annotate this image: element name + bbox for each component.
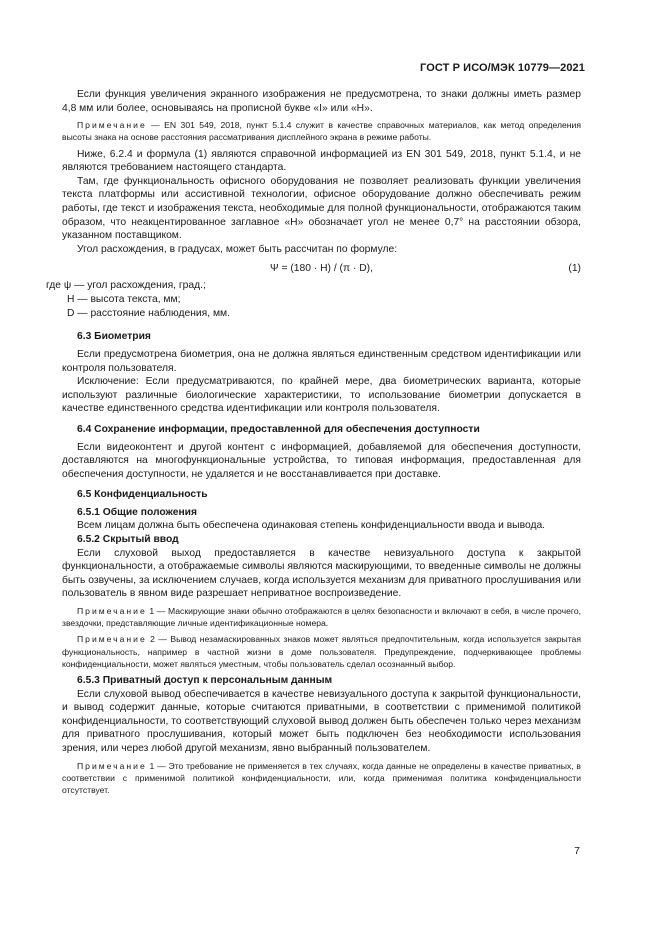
subsection-heading: 6.5.3 Приватный доступ к персональным данным (77, 675, 333, 687)
formula-legend-d: D — расстояние наблюдения, мм. (67, 308, 230, 320)
note (62, 633, 581, 670)
note-text: 2 — Вывод незамаскированных знаков может являться предпочтительным, когда используется закрытая функциональность, например в частной жизни в доме пользователя. Предупреждение, подчеркивающее проблемы конфиденциальности, может являться уместным, чтобы пользователь сделал осознанный выбор. (62, 634, 581, 669)
note-text: — EN 301 549, 2018, пункт 5.1.4 служит в качестве справочных материалов, как метод определения высоты знака на основе расстояния рассматривания дисплейного экрана в режиме работы. (62, 120, 581, 143)
subsection-heading: 6.5.1 Общие положения (77, 506, 197, 518)
document-header: ГОСТ Р ИСО/МЭК 10779—2021 (420, 62, 585, 74)
paragraph: Там, где функциональность офисного оборудования не позволяет реализовать функции увеличения текста платформы или ассистивной технологии, офисное оборудование должно обеспечивать режим работы, где текст и изображения текста, необходимые для полной функциональности, отображаются таким образом, что неакцентированное заглавное «H» обозначает угол не менее 0,7° на расстоянии обзора, указанном поставщиком. (62, 175, 581, 242)
note-label: Примечание (77, 634, 147, 645)
note-label: Примечание (77, 760, 147, 771)
formula-number: (1) (568, 263, 581, 275)
paragraph: Если слуховой вывод обеспечивается в качестве невизуального доступа к закрытой функциональности, и вывод содержит данные, которые считаются приватными, в соответствии с применимой политикой конфиденциальности, то соответствующий слуховой вывод должен быть обеспечен только через механизм для приватного прослушивания, который может быть подключен без необходимости использования зрения, или через любой другой механизм, явно выбранный пользователем. (62, 688, 581, 755)
note-text: 1 — Маскирующие знаки обычно отображаются в целях безопасности и включают в себя, в числе прочего, звездочки, представляющие личные идентификационные номера. (62, 606, 581, 629)
formula-legend-h: H — высота текста, мм; (67, 294, 181, 306)
paragraph: Если видеоконтент и другой контент с информацией, добавляемой для обеспечения доступности, доставляются на многофункциональные устройства, то типовая информация, предоставленная для обеспечения доступности, не удаляется и не восстанавливается при доставке. (62, 441, 581, 480)
section-heading: 6.5 Конфиденциальность (77, 489, 208, 501)
note-label: Примечание (77, 606, 147, 617)
note (62, 605, 581, 629)
page-number: 7 (574, 845, 580, 857)
paragraph: Угол расхождения, в градусах, может быть рассчитан по формуле: (77, 243, 398, 255)
formula (62, 262, 581, 277)
note-label: Примечание (77, 120, 147, 131)
paragraph: Если слуховой выход предоставляется в качестве невизуального доступа к закрытой функциональности, а отображаемые символы являются маскирующими, то введенные символы не должны быть озвучены, за исключением случаев, когда используется механизм для приватного прослушивания или пользователь в явном виде разрешает неприватное воспроизведение. (62, 547, 581, 600)
note (62, 760, 581, 797)
subsection-heading: 6.5.2 Скрытый ввод (77, 534, 179, 546)
paragraph: Ниже, 6.2.4 и формула (1) являются справочной информацией из EN 301 549, 2018, пункт 5.1.4, и не являются требованием настоящего стандарта. (62, 148, 581, 174)
note-text: 1 — Это требование не применяется в тех случаях, когда данные не определены в качестве приватных, в соответствии с применимой политикой конфиденциальности, или, когда применимая политика конфиденциальности отсутствует. (62, 760, 581, 796)
section-heading: 6.4 Сохранение информации, предоставленной для обеспечения доступности (77, 423, 480, 435)
formula-expression: Ψ = (180 · H) / (π · D), (270, 263, 373, 275)
page-content (46, 88, 581, 796)
section-heading: 6.3 Биометрия (77, 331, 151, 343)
note (62, 119, 581, 143)
paragraph: Если функция увеличения экранного изображения не предусмотрена, то знаки должны иметь размер 4,8 мм или более, основываясь на прописной букве «I» или «H». (62, 89, 581, 114)
formula-legend-psi: где ψ — угол расхождения, град.; (46, 280, 206, 292)
paragraph: Всем лицам должна быть обеспечена одинаковая степень конфиденциальности ввода и вывода. (77, 520, 546, 532)
paragraph: Если предусмотрена биометрия, она не должна являться единственным средством идентификации или контроля пользователя. (62, 348, 581, 374)
paragraph: Исключение: Если предусматриваются, по крайней мере, два биометрических варианта, которые используют различные биологические характеристики, то использование биометрии допускается в качестве единственного средства идентификации или контроля пользователя. (62, 376, 581, 415)
